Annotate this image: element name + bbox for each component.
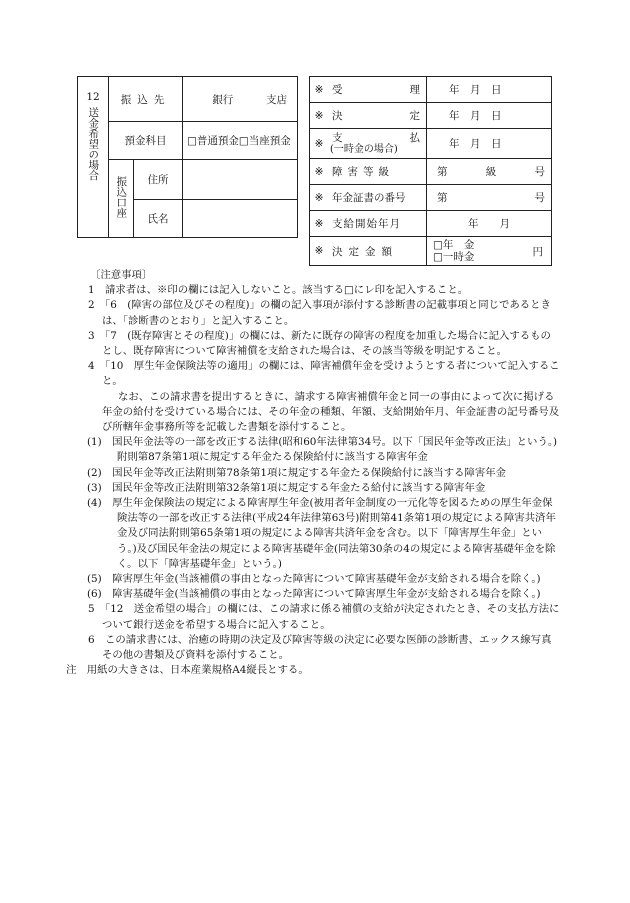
certificate-number-label: 年金証書の番号 bbox=[328, 185, 427, 211]
name-field[interactable] bbox=[182, 200, 297, 238]
account-type-label: 預金科目 bbox=[109, 122, 183, 160]
office-use-table: ※ 受 理 年 月 日 ※ 決 定 年 月 日 ※ 支 払 (一時金の場合) 年 月 日 ※ 障害等級 第 級 号 ※ 年金証書の番号 第 号 ※ 支給開始年月 年 月 ※ 決定金額 □年 金 □一時金 円 bbox=[309, 76, 552, 266]
start-month-label: 支給開始年月 bbox=[328, 211, 427, 237]
note-3: 3 「7 (既存障害とその程度)」の欄には、新たに既存の障害の程度を加重した場合に記入するものとし、既存障害について障害補償を支給された場合は、その該当等級を明記すること。 bbox=[88, 329, 551, 358]
receipt-label-b: 理 bbox=[409, 84, 420, 96]
note-4-1: (1) 国民年金法等の一部を改正する法律(昭和60年法律第34号。以下「国民年金等改正法」という。)附則第87条第1項に規定する年金たる保険給付に該当する障害年金 bbox=[87, 436, 558, 464]
lump-sum-note: (一時金の場合) bbox=[330, 143, 398, 155]
note-4-3: (3) 国民年金等改正法附則第32条第1項に規定する年金たる給付に該当する障害年金 bbox=[87, 481, 486, 494]
address-field[interactable] bbox=[182, 160, 297, 200]
office-mark: ※ bbox=[310, 77, 329, 103]
start-month-value: 年 月 bbox=[427, 211, 552, 237]
section-title: 送金希望の場合 bbox=[87, 107, 100, 181]
decision-date: 年 月 日 bbox=[449, 110, 502, 122]
receipt-date: 年 月 日 bbox=[449, 84, 502, 96]
section-number: 12 bbox=[86, 91, 100, 103]
branch-label: 支店 bbox=[266, 93, 287, 106]
bank-branch-field[interactable] bbox=[182, 77, 297, 122]
note-4: 4 「10 厚生年金保険法等の適用」の欄には、障害補償年金を受けようとする者について記入すること。 bbox=[88, 360, 560, 388]
payment-date: 年 月 日 bbox=[449, 138, 502, 150]
disability-grade-label: 障害等級 bbox=[328, 159, 427, 185]
notes-title: 〔注意事項〕 bbox=[90, 269, 153, 281]
bank-label: 銀行 bbox=[212, 93, 234, 106]
note-5: 5 「12 送金希望の場合」の欄には、この請求に係る補償の支給が決定されたとき、その支払方法について銀行送金を希望する場合に記入すること。 bbox=[88, 603, 560, 631]
receipt-label-a: 受 bbox=[332, 84, 343, 96]
note-4-4: (4) 厚生年金保険法の規定による障害厚生年金(被用者年金制度の一元化等を図るための厚生年金保険法等の一部を改正する法律(平成24年法律第63号)附則第41条第1項の規定による障害共済年金及び同法附則第65条第1項の規定による障害共済年金を含む。以下「障害厚生年金」という。)及び国民年金法の規定による障害基礎年金(同法第30条の4の規定による障害基礎年金を除く。以下「障害基礎年金」という。) bbox=[87, 497, 556, 570]
account-label: 振込口座 bbox=[109, 160, 134, 238]
note-4-2: (2) 国民年金等改正法附則第78条第1項に規定する年金たる保険給付に該当する障害年金 bbox=[87, 466, 507, 479]
transfer-dest-label: 振込先 bbox=[109, 77, 183, 122]
yen-unit: 円 bbox=[532, 245, 543, 258]
name-label: 氏名 bbox=[134, 200, 183, 238]
decided-amount-label: 決定金額 bbox=[328, 237, 427, 266]
pension-checkbox[interactable]: □年 金 bbox=[433, 239, 475, 251]
address-label: 住所 bbox=[134, 160, 183, 200]
note-4-6: (6) 障害基礎年金(当該補償の事由となった障害について障害厚生年金が支給される場合を除く。) bbox=[87, 588, 541, 601]
note-4-supplement: なお、この請求書を提出するときに、請求する障害補償年金と同一の事由によって次に掲げる年金の給付を受けている場合には、その年金の種類、年額、支給開始年月、年金証書の記号番号及び所轄年金事務所等を記載した書類を添付すること。 bbox=[102, 390, 560, 434]
paper-size-note: 注 用紙の大きさは、日本産業規格A4縦長とする。 bbox=[66, 664, 309, 677]
account-type-checkboxes[interactable]: □普通預金□当座預金 bbox=[182, 122, 297, 160]
notes-section bbox=[66, 268, 560, 678]
note-2: 2 「6 (障害の部位及びその程度)」の欄の記入事項が添付する診断書の記載事項と同じであるときは、「診断書のとおり」と記入すること。 bbox=[88, 299, 551, 327]
note-4-5: (5) 障害厚生年金(当該補償の事由となった障害について障害基礎年金が支給される場合を除く。) bbox=[87, 573, 541, 586]
note-6: 6 この請求書には、治癒の時期の決定及び障害等級の決定に必要な医師の診断書、エックス線写真その他の書類及び資料を添付すること。 bbox=[88, 633, 552, 662]
note-1: 1 請求者は、※印の欄には記入しないこと。該当する□にレ印を記入すること。 bbox=[88, 284, 469, 297]
transfer-table bbox=[77, 76, 298, 238]
section-12-header bbox=[78, 77, 109, 238]
lump-sum-checkbox[interactable]: □一時金 bbox=[433, 251, 475, 263]
